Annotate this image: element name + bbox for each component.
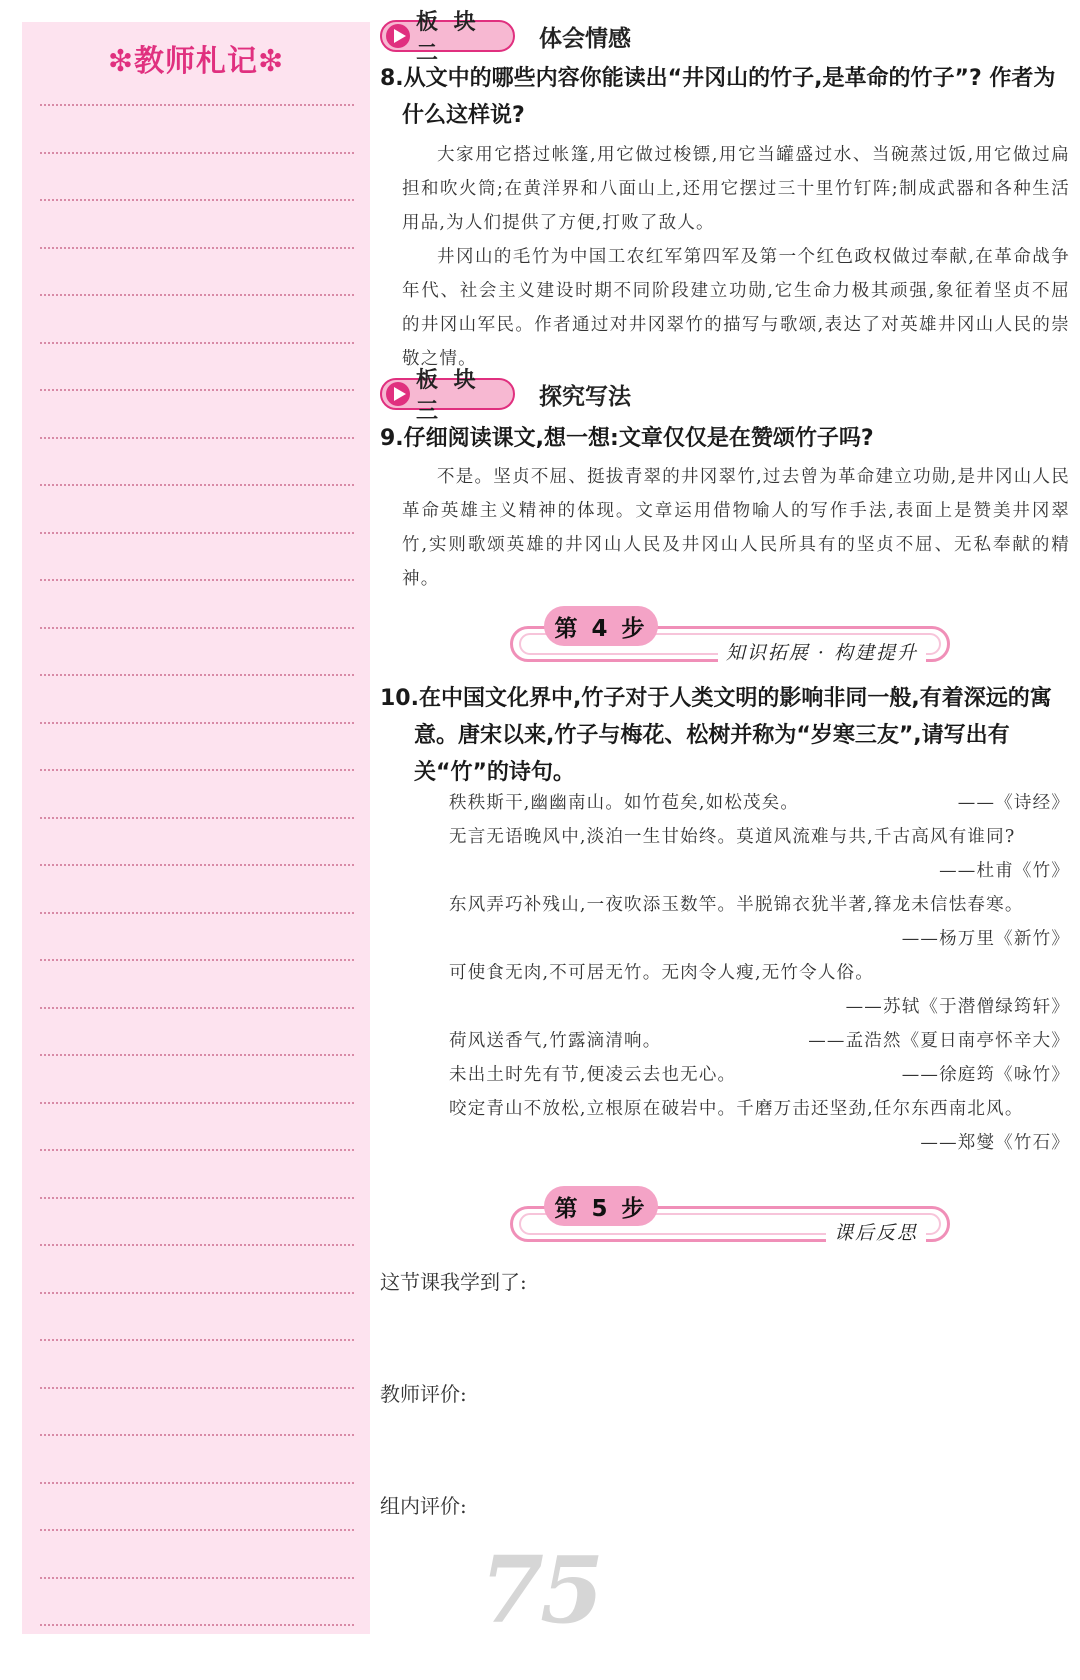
note-line — [40, 342, 354, 344]
note-line — [40, 674, 354, 676]
note-line — [40, 199, 354, 201]
section-3-label: 板 块 三 — [416, 368, 480, 424]
note-line — [40, 1339, 354, 1341]
sidebar-title: ❇教师札记❇ — [107, 44, 285, 79]
note-line — [40, 389, 354, 391]
section-2-badge — [380, 10, 515, 66]
note-line — [40, 484, 354, 486]
note-line — [40, 532, 354, 534]
poem-1 — [414, 786, 1070, 820]
question-8 — [380, 60, 1070, 134]
poem-7-text: 咬定青山不放松,立根原在破岩中。千磨万击还坚劲,任尔东西南北风。 — [449, 1099, 1024, 1119]
note-line — [40, 817, 354, 819]
poem-5-source: ——孟浩然《夏日南亭怀辛大》 — [808, 1031, 1070, 1051]
note-line — [40, 1529, 354, 1531]
note-line — [40, 1054, 354, 1056]
note-line — [40, 1482, 354, 1484]
section-2-header — [380, 10, 631, 66]
poem-5 — [414, 1024, 1070, 1058]
question-10-text: 在中国文化界中,竹子对于人类文明的影响非同一般,有着深远的寓意。唐宋以来,竹子与梅花、松树并称为“岁寒三友”,请写出有关“竹”的诗句。 — [414, 686, 1052, 785]
play-icon — [386, 382, 410, 406]
section-2-label: 板 块 二 — [416, 10, 480, 66]
note-line — [40, 437, 354, 439]
note-line — [40, 1577, 354, 1579]
note-line — [40, 627, 354, 629]
answer-9: 不是。坚贞不屈、挺拔青翠的井冈翠竹,过去曾为革命建立功勋,是井冈山人民革命英雄主义精神的体现。文章运用借物喻人的写作手法,表面上是赞美井冈翠竹,实则歌颂英雄的井冈山人民及井冈山人民所具有的坚贞不屈、无私奉献的精神。 — [402, 467, 1070, 589]
note-line — [40, 864, 354, 866]
reflection-teacher-eval: 教师评价: — [380, 1382, 467, 1406]
note-line — [40, 1149, 354, 1151]
poem-7-source: ——郑燮《竹石》 — [920, 1133, 1070, 1153]
question-9-text: 仔细阅读课文,想一想:文章仅仅是在赞颂竹子吗? — [403, 426, 874, 451]
question-8-number: 8. — [380, 66, 404, 91]
poem-3-text: 东风弄巧补残山,一夜吹添玉数竿。半脱锦衣犹半著,箨龙未信怯春寒。 — [449, 895, 1024, 915]
question-9 — [380, 420, 1070, 457]
note-line — [40, 1434, 354, 1436]
poem-6-source: ——徐庭筠《咏竹》 — [901, 1065, 1070, 1085]
note-line — [40, 1197, 354, 1199]
note-line — [40, 1007, 354, 1009]
section-3-badge — [380, 368, 515, 424]
note-line — [40, 1102, 354, 1104]
section-2-title: 体会情感 — [539, 25, 631, 52]
step-4-banner — [510, 606, 950, 676]
note-line — [40, 294, 354, 296]
note-line — [40, 1624, 354, 1626]
answer-8-paragraph-2: 井冈山的毛竹为中国工农红军第四军及第一个红色政权做过奉献,在革命战争年代、社会主义建设时期不同阶段建立功勋,它生命力极其顽强,象征着坚贞不屈的井冈山军民。作者通过对井冈翠竹的描写与歌颂,表达了对英雄井冈山人民的崇敬之情。 — [402, 247, 1070, 369]
poem-3-source: ——杨万里《新竹》 — [901, 929, 1070, 949]
reflection-group-eval: 组内评价: — [380, 1494, 467, 1518]
note-line — [40, 247, 354, 249]
question-8-text: 从文中的哪些内容你能读出“井冈山的竹子,是革命的竹子”? 作者为什么这样说? — [402, 66, 1056, 128]
answer-8-paragraph-1: 大家用它搭过帐篷,用它做过梭镖,用它当罐盛过水、当碗蒸过饭,用它做过扁担和吹火筒;在黄洋界和八面山上,还用它摆过三十里竹钉阵;制成武器和各种生活用品,为人们提供了方便,打败了敌人。 — [402, 145, 1070, 233]
note-line — [40, 959, 354, 961]
poem-4-text: 可使食无肉,不可居无竹。无肉令人瘦,无竹令人俗。 — [449, 963, 874, 983]
step-5-banner — [510, 1186, 950, 1256]
note-line — [40, 104, 354, 106]
question-10-number: 10. — [380, 686, 419, 711]
poem-5-text: 荷风送香气,竹露滴清响。 — [449, 1031, 662, 1051]
note-line — [40, 722, 354, 724]
note-line — [40, 1244, 354, 1246]
note-line — [40, 579, 354, 581]
note-line — [40, 1292, 354, 1294]
note-line — [40, 912, 354, 914]
poem-6-text: 未出土时先有节,便凌云去也无心。 — [449, 1065, 737, 1085]
teacher-notes-sidebar — [22, 22, 370, 1634]
question-9-number: 9. — [380, 426, 404, 451]
section-3-header — [380, 368, 631, 424]
page-number: 75 — [480, 1536, 601, 1644]
poem-1-text: 秩秩斯干,幽幽南山。如竹苞矣,如松茂矣。 — [449, 793, 800, 813]
poem-2-source: ——杜甫《竹》 — [939, 861, 1070, 881]
play-icon — [386, 24, 410, 48]
section-3-title: 探究写法 — [539, 383, 631, 410]
step-4-subtitle: 知识拓展 · 构建提升 — [718, 638, 926, 665]
step-5-subtitle: 课后反思 — [826, 1218, 926, 1245]
poem-2-text: 无言无语晚风中,淡泊一生甘始终。莫道风流难与共,千古高风有谁同? — [449, 827, 1016, 847]
poem-6 — [414, 1058, 1070, 1092]
step-4-badge: 第 4 步 — [544, 606, 658, 646]
note-line — [40, 769, 354, 771]
reflection-learned: 这节课我学到了: — [380, 1270, 527, 1294]
note-line — [40, 152, 354, 154]
poem-4-source: ——苏轼《于潜僧绿筠轩》 — [845, 997, 1070, 1017]
note-line — [40, 1387, 354, 1389]
question-10 — [380, 680, 1070, 791]
poem-list — [414, 786, 1070, 1160]
step-5-badge: 第 5 步 — [544, 1186, 658, 1226]
poem-1-source: ——《诗经》 — [957, 793, 1070, 813]
